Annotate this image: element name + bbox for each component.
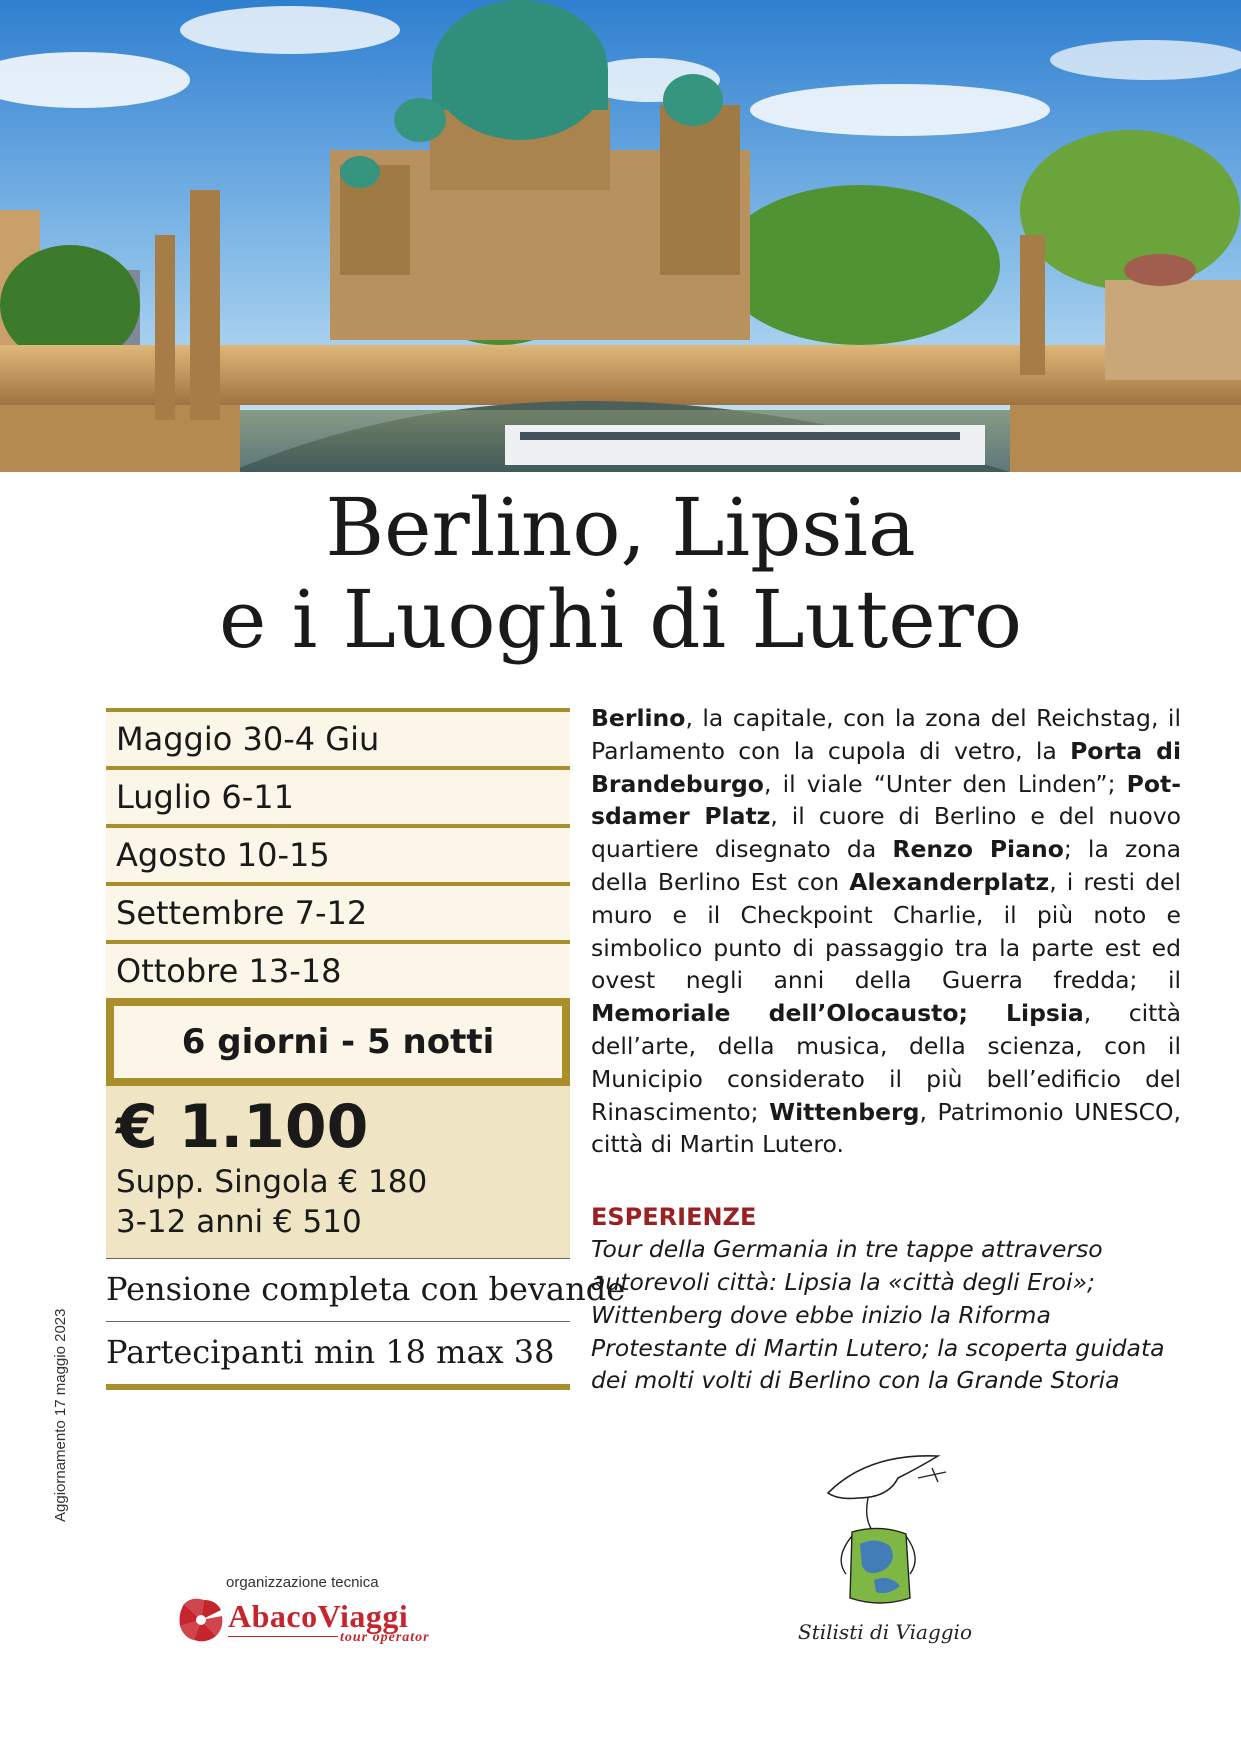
- title-line-1: Berlino, Lipsia: [325, 481, 916, 574]
- stilisti-logo: [798, 1448, 972, 1648]
- duration-badge: 6 giorni - 5 notti: [106, 998, 570, 1086]
- highlight-memoriale: Memoriale dell’Olocausto; Lipsia: [591, 999, 1084, 1028]
- highlight-porta: Porta di Brandeburgo: [591, 736, 1182, 798]
- trip-info-panel: [106, 708, 626, 1390]
- desc-text: , Patrimonio UNESCO, città di Martin Lutero.: [591, 1097, 1181, 1159]
- desc-text: , il cuore di Berlino e del nuovo quartiere disegnato da: [591, 802, 1181, 864]
- desc-text: , città dell’arte, della musica, della scienza, con il Municipio considerato il più bell’edificio del Rinascimento;: [591, 999, 1181, 1126]
- highlight-alexanderplatz: Alexanderplatz: [849, 867, 1050, 896]
- experiences-title: ESPERIENZE: [591, 1203, 757, 1232]
- highlight-renzo: Renzo Piano: [892, 835, 1064, 864]
- single-supplement: Supp. Singola € 180: [116, 1164, 428, 1200]
- title-line-2: e i Luoghi di Lutero: [218, 573, 1023, 666]
- highlight-wittenberg: Wittenberg: [769, 1097, 920, 1126]
- description-text: [591, 702, 1181, 1161]
- desc-text: , la capitale, con la zona del Reichstag, il Parlamento con la cupola di vetro, la: [591, 704, 1181, 765]
- date-row: Settembre 7-12: [106, 882, 570, 940]
- date-row: Ottobre 13-18: [106, 940, 570, 998]
- highlight-berlino: Berlino: [591, 704, 686, 732]
- desc-text: , i resti del muro e il Checkpoint Charlie, il più noto e simbolico punto di passaggio tra la parte est ed ovest negli anni della Guerra fredda; il: [591, 867, 1181, 995]
- page-title: [0, 482, 1241, 666]
- date-row: Luglio 6-11: [106, 766, 570, 824]
- abaco-logo: [176, 1592, 456, 1648]
- price-box: [106, 1086, 570, 1259]
- date-row: Maggio 30-4 Giu: [106, 708, 570, 766]
- desc-text: ; la zona della Berlino Est con: [591, 835, 1182, 896]
- org-subtitle: tour operator: [340, 1630, 430, 1645]
- price-main: € 1.100: [116, 1092, 369, 1162]
- participants-info: Partecipanti min 18 max 38: [106, 1322, 570, 1390]
- highlight-potsdamer: Potsdamer Platz: [591, 769, 1181, 831]
- org-name: AbacoViaggi: [228, 1598, 409, 1634]
- brand-name: Stilisti di Viaggio: [798, 1620, 972, 1644]
- date-row: Agosto 10-15: [106, 824, 570, 882]
- org-underline: [228, 1636, 338, 1637]
- traveler-illustration-icon: [798, 1448, 968, 1618]
- description-column: [591, 702, 1181, 1397]
- experiences-text: Tour della Germania in tre tappe attraverso autorevoli città: Lipsia la «città degli Eroi»; Wittenberg dove ebbe inizio la Riforma Protestante di Martin Lutero; la scoperta guidata dei molti volti di Berlino con la Grande Storia: [591, 1235, 1165, 1395]
- desc-text: , il viale “Unter den Linden”;: [763, 769, 1127, 798]
- org-label: organizzazione tecnica: [226, 1574, 379, 1591]
- children-price: 3-12 anni € 510: [116, 1204, 362, 1240]
- update-note: Aggiornamento 17 maggio 2023: [52, 1308, 69, 1522]
- swirl-logo-icon: [176, 1592, 226, 1648]
- board-info: Pensione completa con bevande: [106, 1259, 570, 1322]
- hero-photo: [0, 0, 1241, 472]
